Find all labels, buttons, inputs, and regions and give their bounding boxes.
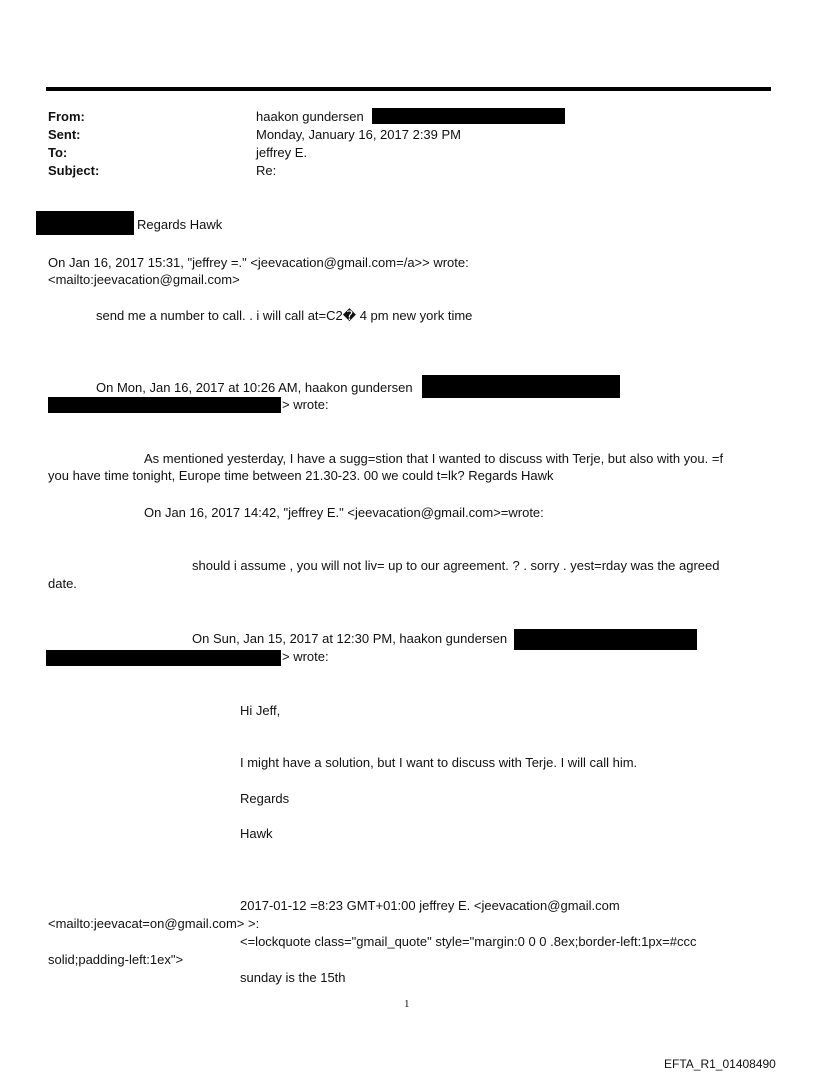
redaction-email-3 xyxy=(514,629,697,650)
redaction-email-2 xyxy=(48,397,281,413)
page-number: 1 xyxy=(404,998,410,1010)
body-line-16: Regards xyxy=(240,791,290,806)
body-line-17: Hawk xyxy=(240,826,273,841)
body-line-8: you have time tonight, Europe time between 21.30-23. 00 we could t=lk? Regards Hawk xyxy=(48,468,554,483)
body-line-3: <mailto:jeevacation@gmail.com> xyxy=(48,272,240,287)
body-line-12: On Sun, Jan 15, 2017 at 12:30 PM, haakon gundersen xyxy=(192,631,508,646)
body-line-6: > wrote: xyxy=(282,397,329,412)
body-line-19: <mailto:jeevacat=on@gmail.com> >: xyxy=(48,916,260,931)
body-line-20: <=lockquote class="gmail_quote" style="margin:0 0 0 .8ex;border-left:1px=#ccc xyxy=(240,934,697,949)
body-line-9: On Jan 16, 2017 14:42, "jeffrey E." <jeevacation@gmail.com>=wrote: xyxy=(144,505,544,520)
body-line-18: 2017-01-12 =8:23 GMT+01:00 jeffrey E. <jeevacation@gmail.com xyxy=(240,898,620,913)
body-line-1: Regards Hawk xyxy=(137,217,223,232)
redaction-email-4 xyxy=(46,650,281,666)
from-value: haakon gundersen xyxy=(256,109,364,124)
footer-document-id: EFTA_R1_01408490 xyxy=(664,1057,776,1071)
subject-label: Subject: xyxy=(48,163,100,178)
body-line-10: should i assume , you will not liv= up to our agreement. ? . sorry . yest=rday was the agreed xyxy=(192,558,720,573)
body-line-7: As mentioned yesterday, I have a sugg=stion that I wanted to discuss with Terje, but also with you. =f xyxy=(144,451,724,466)
redaction-email-1 xyxy=(422,375,620,398)
header-rule xyxy=(46,87,771,91)
body-line-5: On Mon, Jan 16, 2017 at 10:26 AM, haakon gundersen xyxy=(96,380,413,395)
body-line-2: On Jan 16, 2017 15:31, "jeffrey =." <jeevacation@gmail.com=/a>> wrote: xyxy=(48,255,469,270)
to-value: jeffrey E. xyxy=(256,145,308,160)
from-label: From: xyxy=(48,109,85,124)
body-line-15: I might have a solution, but I want to discuss with Terje. I will call him. xyxy=(240,755,638,770)
redaction-signature xyxy=(36,211,134,235)
sent-value: Monday, January 16, 2017 2:39 PM xyxy=(256,127,461,142)
redaction-from-email xyxy=(372,108,565,124)
body-line-11: date. xyxy=(48,576,77,591)
sent-label: Sent: xyxy=(48,127,81,142)
body-line-14: Hi Jeff, xyxy=(240,703,281,718)
to-label: To: xyxy=(48,145,68,160)
body-line-22: sunday is the 15th xyxy=(240,970,346,985)
subject-value: Re: xyxy=(256,163,277,178)
body-line-4: send me a number to call. . i will call at=C2� 4 pm new york time xyxy=(96,308,473,323)
body-line-13: > wrote: xyxy=(282,649,329,664)
body-line-21: solid;padding-left:1ex"> xyxy=(48,952,184,967)
